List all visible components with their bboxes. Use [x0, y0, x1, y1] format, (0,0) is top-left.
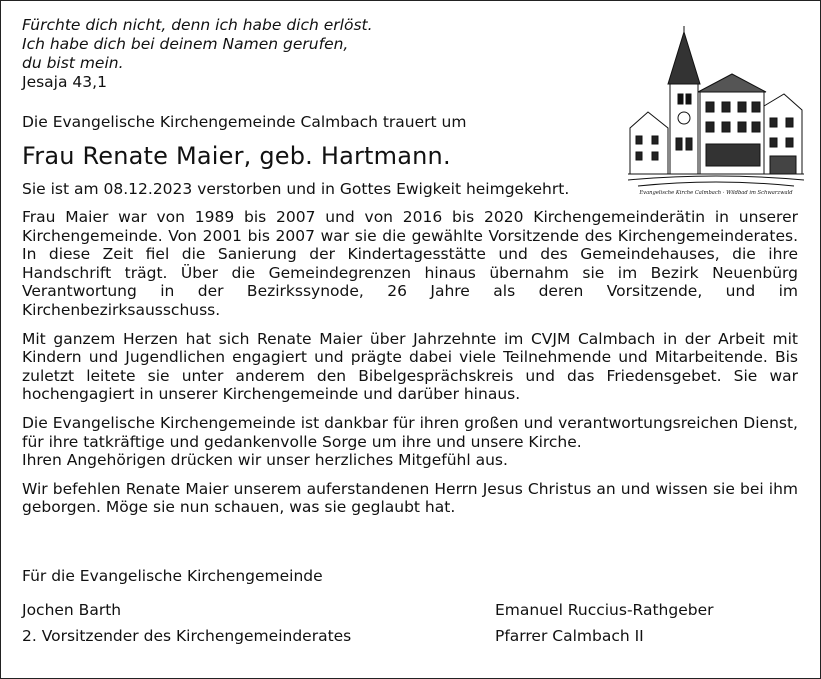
- signatory-name: Jochen Barth: [22, 601, 122, 619]
- signature-intro: Für die Evangelische Kirchengemeinde: [22, 567, 323, 585]
- svg-text:Evangelische Kirche Calmbach ·: Evangelische Kirche Calmbach · Wildbad im Schwarzwald: [639, 190, 793, 196]
- paragraph: Wir befehlen Renate Maier unserem auferstandenen Herrn Jesus Christus an und wissen sie bei ihm geborgen. Möge sie nun schauen, was sie geglaubt hat.: [22, 479, 798, 517]
- verse-reference: Jesaja 43,1: [22, 73, 107, 91]
- signatory-name: Emanuel Ruccius-Rathgeber: [495, 601, 714, 619]
- church-town-drawing: [628, 22, 804, 198]
- paragraph: Mit ganzem Herzen hat sich Renate Maier über Jahrzehnte im CVJM Calmbach in der Arbeit mit Kindern und Jugendlichen engagiert und prägte dabei viele Teilnehmende und Mitarbeitende. Bis zuletzt leitete sie unter anderem den Bibelgesprächskreis und das Friedensgebet. Sie war hochengagiert in unserer Kirchengemeinde und darüber hinaus.: [22, 329, 798, 404]
- signature-right: [495, 597, 714, 649]
- paragraph: Frau Maier war von 1989 bis 2007 und von 2016 bis 2020 Kirchengemeinderätin in unserer Kirchengemeinde. Von 2001 bis 2007 war sie die gewählte Vorsitzende des Kirchengemeinderates. In diese Zeit fiel die Sanierung der Kindertagesstätte und des Gemeindehauses, die ihre Handschrift trägt. Über die Gemeindegrenzen hinaus übernahm sie im Bezirk Neuenbürg Verantwortung in der Bezirkssynode, 26 Jahre als deren Vorsitzende, und im Kirchenbezirksausschuss.: [22, 208, 798, 319]
- deceased-name: Frau Renate Maier, geb. Hartmann.: [22, 142, 451, 170]
- verse-line: du bist mein.: [22, 54, 124, 72]
- verse-line: Fürchte dich nicht, denn ich habe dich erlöst.: [22, 16, 373, 34]
- paragraph: Die Evangelische Kirchengemeinde ist dankbar für ihren großen und verantwortungsreichen Dienst, für ihre tatkräftige und gedankenvolle Sorge um ihre und unsere Kirche.: [22, 413, 798, 451]
- bible-verse: [22, 16, 373, 92]
- death-notice: Sie ist am 08.12.2023 verstorben und in Gottes Ewigkeit heimgekehrt.: [22, 180, 570, 198]
- signatory-role: 2. Vorsitzender des Kirchengemeinderates: [22, 627, 352, 645]
- signature-left: [22, 597, 351, 649]
- obituary-body: [22, 208, 798, 527]
- intro-line: Die Evangelische Kirchengemeinde Calmbach trauert um: [22, 113, 467, 131]
- verse-line: Ich habe dich bei deinem Namen gerufen,: [22, 35, 349, 53]
- condolence-line: Ihren Angehörigen drücken wir unser herzliches Mitgefühl aus.: [22, 451, 508, 470]
- signatory-role: Pfarrer Calmbach II: [495, 627, 644, 645]
